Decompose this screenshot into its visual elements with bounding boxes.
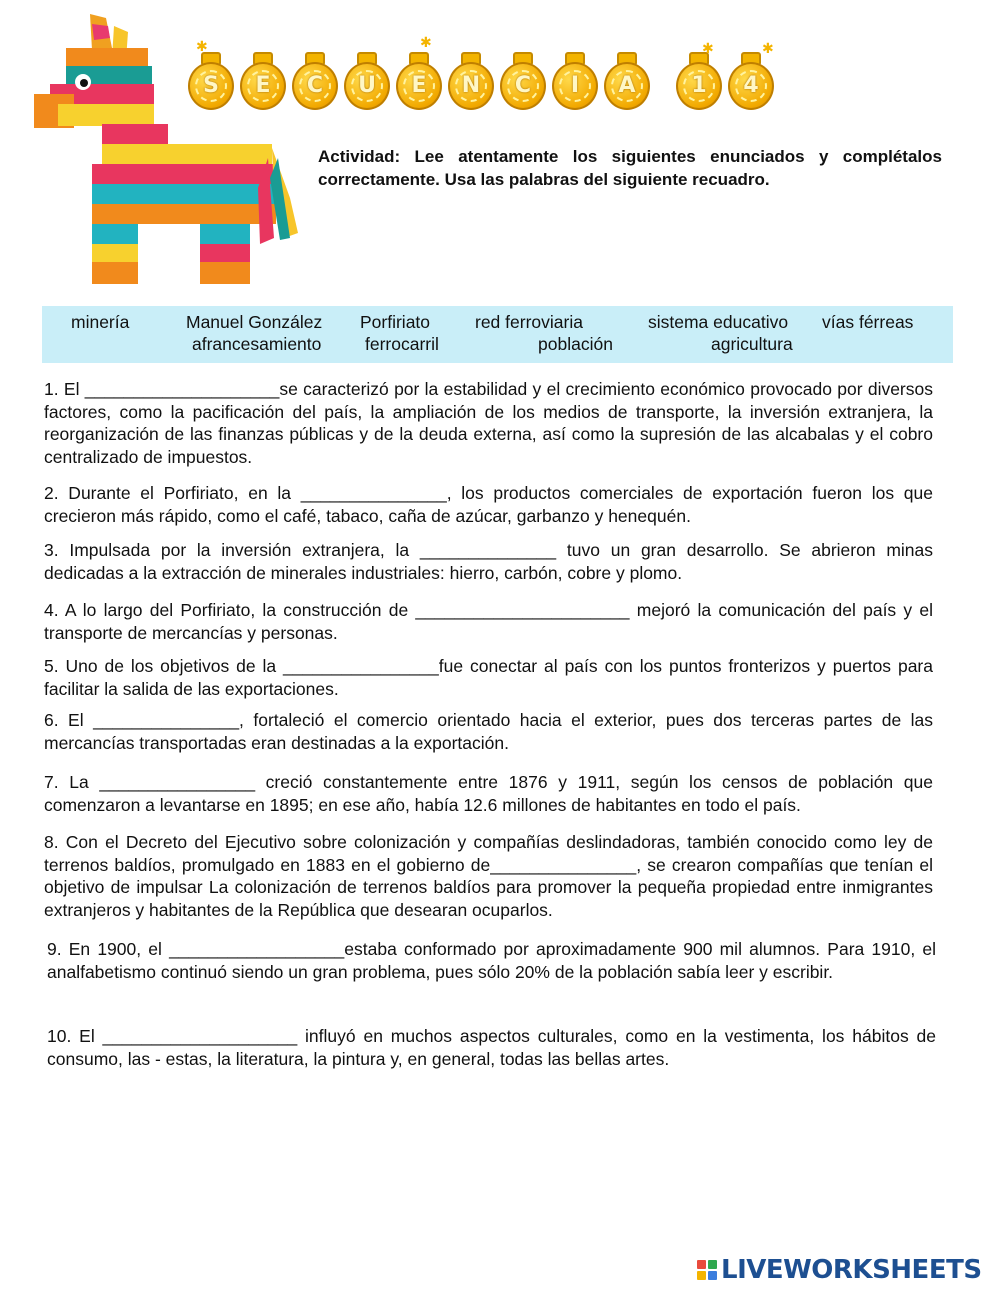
number-bulb: 1 xyxy=(674,52,720,108)
question-5: 5. Uno de los objetivos de la ________________fue conectar al país con los puntos fronterizos y puertos para facilitar la salida de las exportaciones. xyxy=(44,656,933,699)
title-bulb: N xyxy=(446,52,492,108)
sparkle-icon: ✱ xyxy=(762,40,774,56)
sparkle-icon: ✱ xyxy=(702,40,714,56)
question-3: 3. Impulsada por la inversión extranjera, la ______________ tuvo un gran desarrollo. Se abrieron minas dedicadas a la extracción de minerales industriales: hierro, carbón, cobre y plomo. xyxy=(44,540,933,583)
question-7: 7. La ________________ creció constantemente entre 1876 y 1911, según los censos de población que comenzaron a levantarse en 1895; en ese año, había 12.6 millones de habitantes en todo el país. xyxy=(44,772,933,815)
title-bulb: S xyxy=(186,52,232,108)
word-bank-item: vías férreas xyxy=(822,312,914,332)
question-9: 9. En 1900, el __________________estaba conformado por aproximadamente 900 mil alumnos. Para 1910, el analfabetismo continuó siendo un gran problema, pues sólo 20% de la población sabía leer y escribir. xyxy=(47,939,936,982)
title-bulb: C xyxy=(290,52,336,108)
title-banner xyxy=(186,40,778,120)
question-6: 6. El _______________, fortaleció el comercio orientado hacia el exterior, pues dos terceras partes de las mercancías transportadas eran destinadas a la exportación. xyxy=(44,710,933,753)
word-bank-item: Manuel González xyxy=(186,312,323,332)
title-bulb: E xyxy=(238,52,284,108)
word-bank-item: población xyxy=(538,334,613,354)
sparkle-icon: ✱ xyxy=(420,34,432,50)
number-bulb: 4 xyxy=(726,52,772,108)
liveworksheets-logo xyxy=(697,1255,982,1285)
title-bulb: I xyxy=(550,52,596,108)
word-bank-item: Porfiriato xyxy=(360,312,431,332)
word-bank-item: red ferroviaria xyxy=(475,312,583,332)
brand-name: LIVEWORKSHEETS xyxy=(721,1255,982,1285)
title-bulb: A xyxy=(602,52,648,108)
question-4: 4. A lo largo del Porfiriato, la construcción de ______________________ mejoró la comunicación del país y el transporte de mercancías y personas. xyxy=(44,600,933,643)
title-bulb: E xyxy=(394,52,440,108)
activity-instructions: Actividad: Lee atentamente los siguientes enunciados y complétalos correctamente. Usa las palabras del siguiente recuadro. xyxy=(318,147,942,189)
liveworksheets-mark-icon xyxy=(697,1260,717,1280)
title-bulb: U xyxy=(342,52,388,108)
sparkle-icon: ✱ xyxy=(196,38,208,54)
question-8: 8. Con el Decreto del Ejecutivo sobre colonización y compañías deslindadoras, también conocido como ley de terrenos baldíos, promulgado en 1883 en el gobierno de_______________, se crearon compañías que tenían el objetivo de impulsar La colonización de terrenos baldíos para promover la pequeña propiedad entre inmigrantes extranjeros y habitantes de la República que desearan ocuparlos. xyxy=(44,832,933,921)
question-1: 1. El ____________________se caracterizó por la estabilidad y el crecimiento económico provocado por diversos factores, como la pacificación del país, la ampliación de los medios de transporte, la inversión extranjera, la reorganización de las finanzas públicas y de la deuda externa, así como la supresión de las alcabalas y el cobro centralizado de impuestos. xyxy=(44,379,933,468)
word-bank-item: sistema educativo xyxy=(648,312,789,332)
word-bank xyxy=(42,306,953,363)
word-bank-item: minería xyxy=(71,312,130,332)
word-bank-item: afrancesamiento xyxy=(192,334,322,354)
word-bank-item: ferrocarril xyxy=(365,334,439,354)
word-bank-item: agricultura xyxy=(711,334,793,354)
question-2: 2. Durante el Porfiriato, en la _______________, los productos comerciales de exportación fueron los que crecieron más rápido, como el café, tabaco, caña de azúcar, garbanzo y henequén. xyxy=(44,483,933,526)
question-10: 10. El ____________________ influyó en muchos aspectos culturales, como en la vestimenta, los hábitos de consumo, las - estas, la literatura, la pintura y, en general, todas las bellas artes. xyxy=(47,1026,936,1069)
title-bulb: C xyxy=(498,52,544,108)
